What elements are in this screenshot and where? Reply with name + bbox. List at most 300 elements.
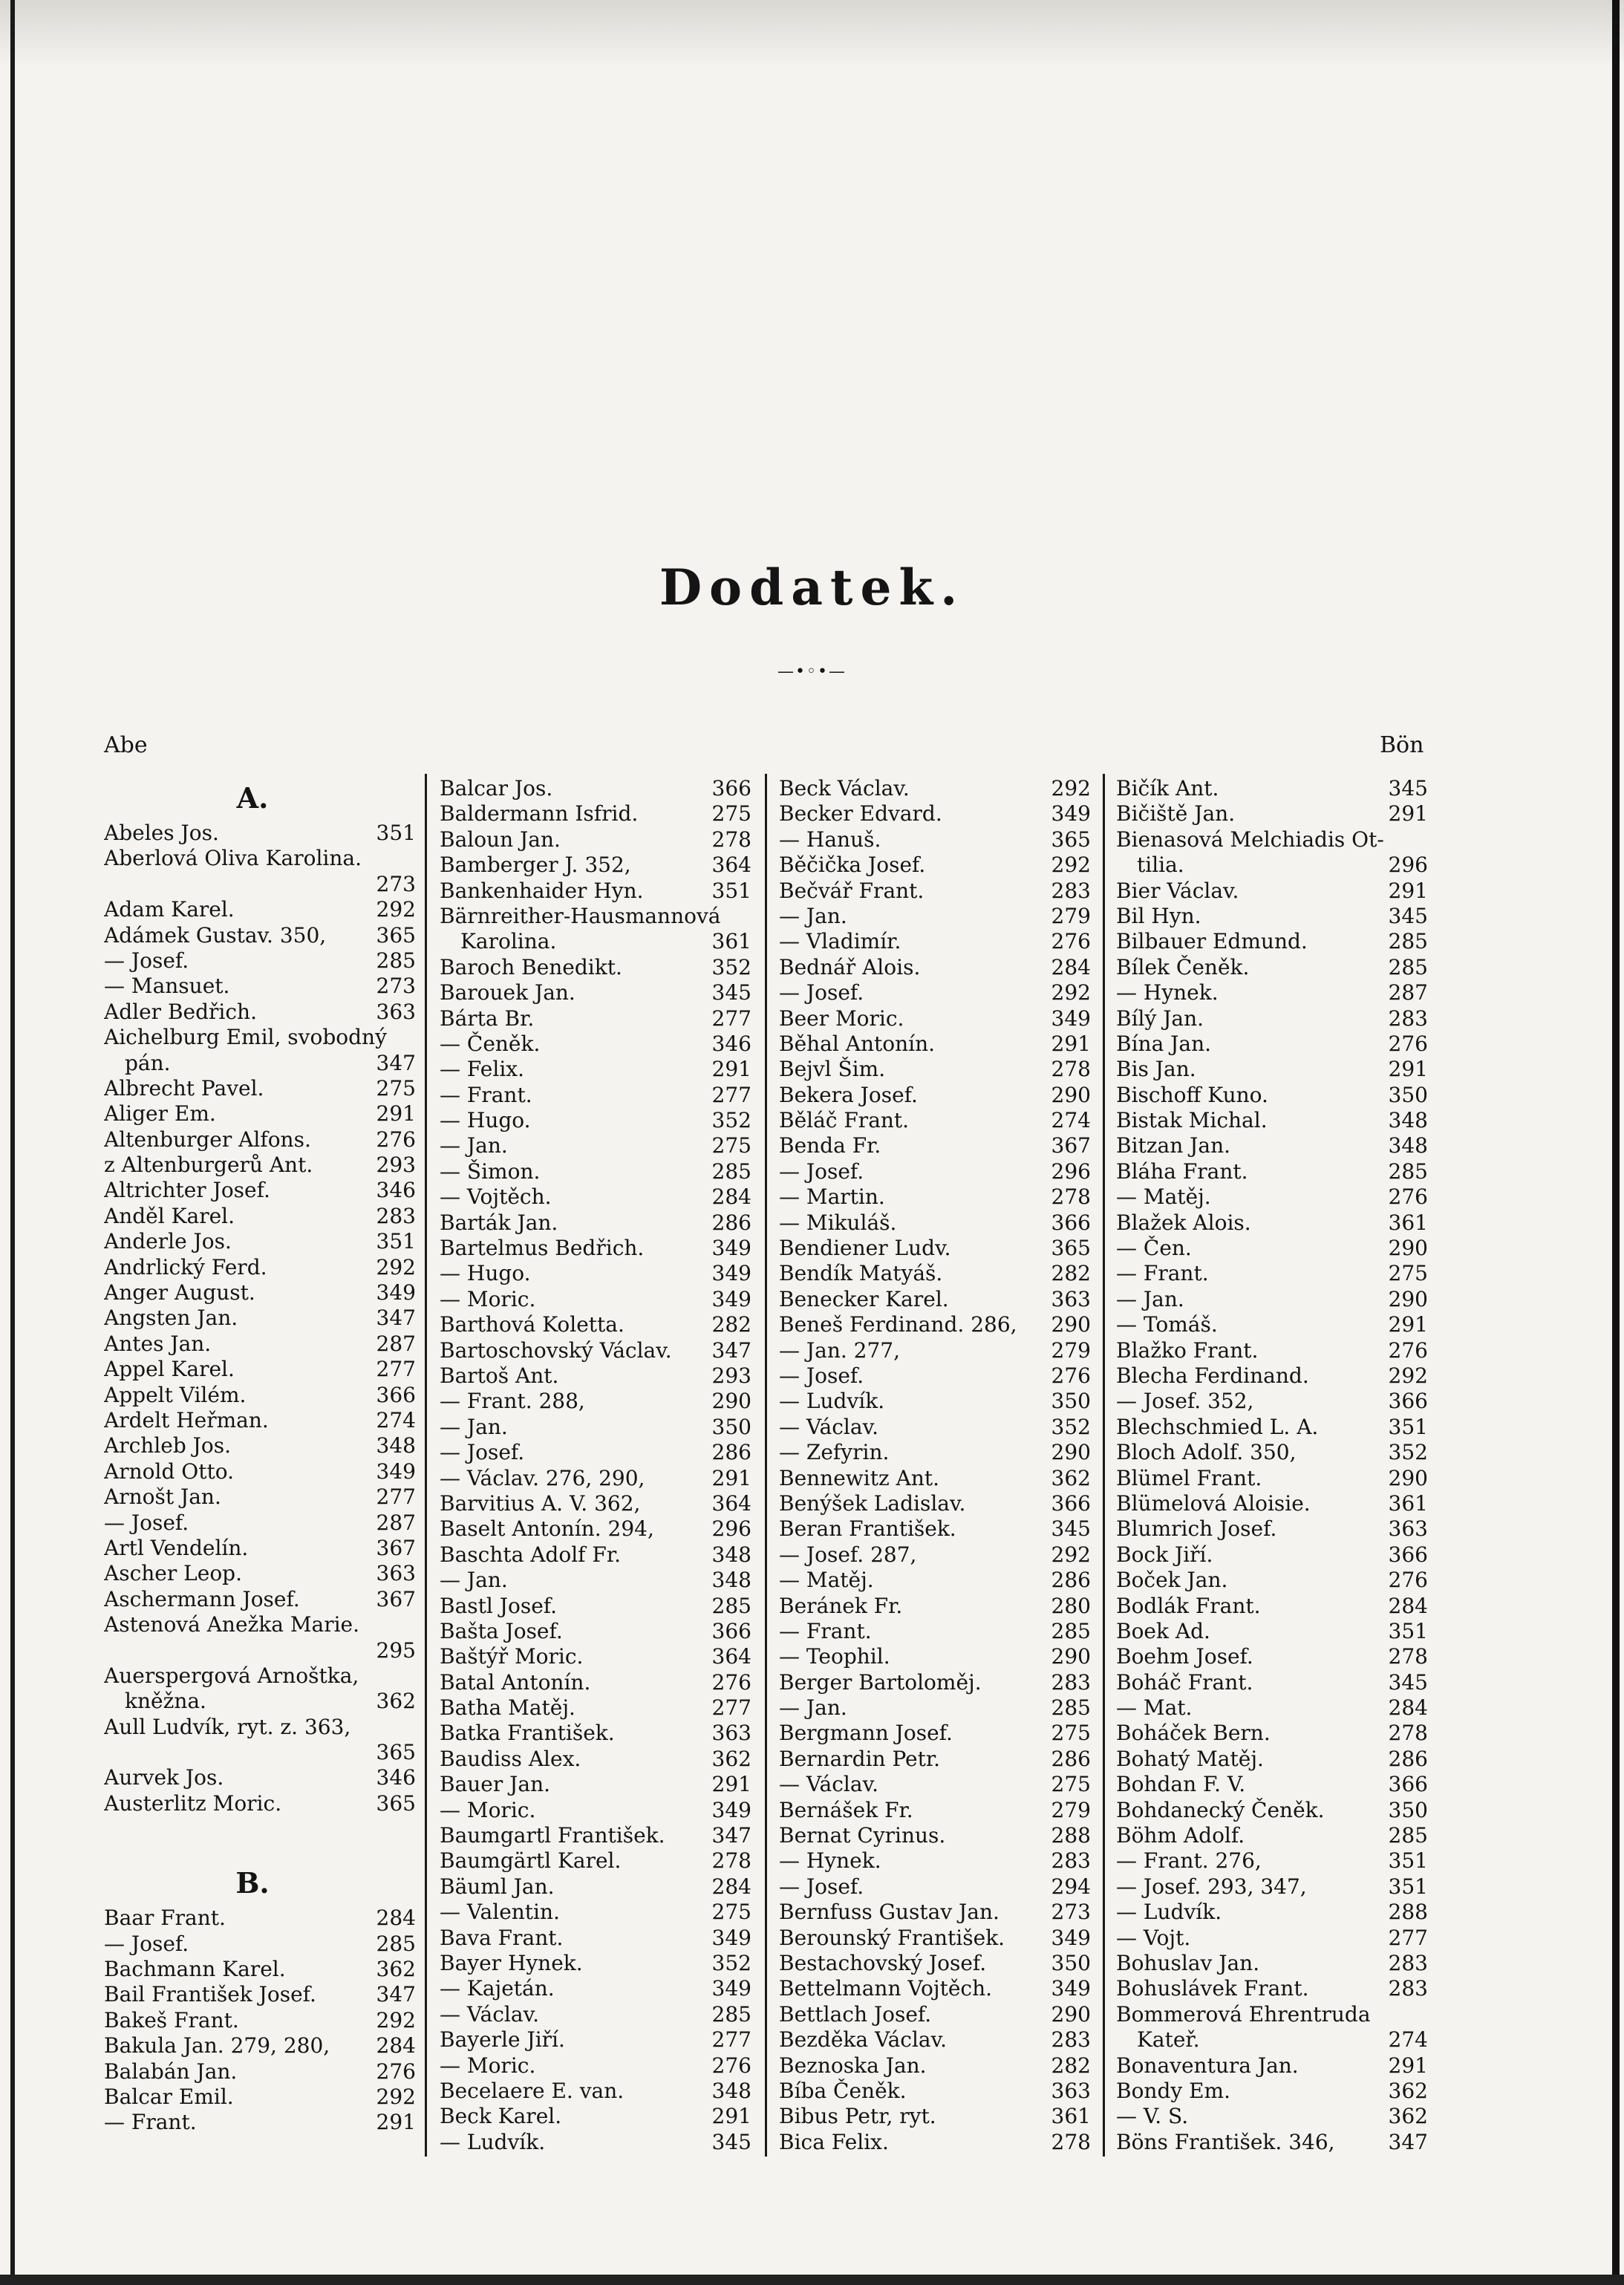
entry-page-number: 291 bbox=[711, 2104, 751, 2129]
index-entry bbox=[104, 1587, 416, 1612]
entry-page-number: 283 bbox=[1051, 878, 1091, 903]
entry-name: — Hugo. bbox=[440, 1261, 531, 1286]
entry-page-number: 291 bbox=[1388, 801, 1428, 827]
entry-name: Bendiener Ludv. bbox=[779, 1236, 951, 1261]
entry-name: — Frant. bbox=[440, 1082, 532, 1107]
entry-page-number: 285 bbox=[1051, 1618, 1091, 1643]
entry-page-number: 286 bbox=[1388, 1746, 1428, 1771]
entry-page-number: 283 bbox=[1388, 1005, 1428, 1031]
index-entry bbox=[1116, 1184, 1428, 1210]
index-entry bbox=[1116, 929, 1428, 954]
index-entry bbox=[104, 2110, 416, 2135]
index-entry bbox=[104, 1025, 416, 1050]
entry-page-number: 351 bbox=[376, 1229, 416, 1254]
index-entry bbox=[440, 1798, 751, 1823]
entry-name: — Moric. bbox=[440, 2053, 536, 2078]
entry-name: — Frant. bbox=[779, 1618, 872, 1643]
index-entry bbox=[104, 1383, 416, 1408]
index-entry bbox=[440, 2002, 751, 2027]
entry-name: — Hugo. bbox=[440, 1108, 531, 1133]
entry-name: Bernat Cyrinus. bbox=[779, 1823, 946, 1848]
index-entry bbox=[104, 1153, 416, 1178]
entry-name: Bendík Matyáš. bbox=[779, 1261, 943, 1286]
entry-page-number: 285 bbox=[711, 1593, 751, 1618]
entry-page-number: 278 bbox=[711, 827, 751, 852]
entry-page-number: 290 bbox=[1051, 1082, 1091, 1107]
index-entry bbox=[440, 1491, 751, 1516]
index-entry bbox=[1116, 776, 1428, 801]
entry-name: Bičík Ant. bbox=[1116, 776, 1219, 801]
entry-page-number: 349 bbox=[711, 1925, 751, 1950]
entry-page-number: 352 bbox=[1051, 1414, 1091, 1439]
entry-name: Bohdan F. V. bbox=[1116, 1772, 1246, 1797]
page-edge-right bbox=[1612, 0, 1620, 2285]
index-entry bbox=[104, 1357, 416, 1382]
entry-name: Albrecht Pavel. bbox=[104, 1075, 264, 1101]
entry-page-number: 284 bbox=[1388, 1593, 1428, 1618]
entry-page-number: 291 bbox=[376, 2110, 416, 2135]
entry-page-number: 296 bbox=[711, 1516, 751, 1542]
entry-name: — Vladimír. bbox=[779, 929, 901, 954]
index-entry bbox=[779, 853, 1091, 878]
index-entry bbox=[779, 1466, 1091, 1491]
entry-name: Becker Edvard. bbox=[779, 801, 942, 827]
index-entry bbox=[440, 1721, 751, 1746]
index-entry bbox=[440, 1772, 751, 1797]
index-entry bbox=[440, 1159, 751, 1184]
index-entry bbox=[440, 2053, 751, 2079]
index-entry bbox=[779, 2079, 1091, 2104]
entry-page-number: 277 bbox=[711, 1082, 751, 1107]
index-entry bbox=[440, 1415, 751, 1440]
entry-name: Bonaventura Jan. bbox=[1116, 2053, 1299, 2078]
index-entry bbox=[104, 1536, 416, 1561]
index-entry bbox=[440, 1312, 751, 1337]
index-entry bbox=[104, 948, 416, 974]
index-entry bbox=[779, 1159, 1091, 1184]
section-letter: A. bbox=[236, 781, 269, 815]
page-edge-left bbox=[10, 0, 15, 2285]
entry-name: Bäuml Jan. bbox=[440, 1874, 555, 1899]
index-entry bbox=[104, 897, 416, 922]
index-entry bbox=[440, 1363, 751, 1389]
entry-page-number: 292 bbox=[1051, 1542, 1091, 1567]
entry-name: Beck Václav. bbox=[779, 776, 910, 801]
entry-page-number: 352 bbox=[711, 1950, 751, 1975]
entry-page-number: 362 bbox=[1388, 2104, 1428, 2129]
index-column-2 bbox=[440, 776, 751, 2157]
entry-page-number: 283 bbox=[1388, 1950, 1428, 1975]
entry-page-number: 276 bbox=[1388, 1184, 1428, 1210]
entry-name: Bejvl Šim. bbox=[779, 1057, 886, 1082]
entry-page-number: 284 bbox=[711, 1874, 751, 1899]
index-entry bbox=[1116, 1926, 1428, 1951]
entry-page-number: 367 bbox=[376, 1535, 416, 1560]
index-entry bbox=[779, 955, 1091, 980]
entry-page-number: 291 bbox=[711, 1465, 751, 1490]
entry-name: — Josef. bbox=[104, 948, 189, 973]
index-entry bbox=[104, 1000, 416, 1025]
entry-page-number: 284 bbox=[376, 2033, 416, 2059]
entry-page-number: 292 bbox=[376, 2084, 416, 2109]
entry-name: Bernfuss Gustav Jan. bbox=[779, 1900, 999, 1925]
entry-name: — Václav. 276, 290, bbox=[440, 1465, 645, 1490]
index-entry bbox=[440, 2079, 751, 2104]
entry-page-number: 283 bbox=[376, 1203, 416, 1228]
entry-name: — Josef. bbox=[779, 1363, 864, 1388]
index-entry bbox=[1116, 1874, 1428, 1900]
entry-page-number: 273 bbox=[376, 871, 416, 896]
entry-name: Bezděka Václav. bbox=[779, 2027, 948, 2053]
index-entry bbox=[440, 1568, 751, 1593]
entry-name: Bláha Frant. bbox=[1116, 1158, 1248, 1184]
index-entry bbox=[440, 1236, 751, 1261]
entry-page-number: 349 bbox=[376, 1458, 416, 1484]
entry-name: Benecker Karel. bbox=[779, 1286, 949, 1311]
entry-name: — V. S. bbox=[1116, 2104, 1189, 2129]
entry-page-number: 349 bbox=[1051, 1925, 1091, 1950]
index-entry bbox=[1116, 980, 1428, 1005]
entry-name: Blümelová Aloisie. bbox=[1116, 1490, 1311, 1516]
entry-page-number: 282 bbox=[1051, 1261, 1091, 1286]
entry-page-number: 351 bbox=[1388, 1618, 1428, 1643]
index-entry bbox=[779, 1338, 1091, 1363]
entry-page-number: 367 bbox=[376, 1586, 416, 1611]
entry-page-number: 291 bbox=[1388, 2053, 1428, 2078]
index-entry bbox=[779, 2002, 1091, 2027]
index-entry bbox=[440, 1516, 751, 1542]
entry-name: Bettelmann Vojtěch. bbox=[779, 1976, 993, 2001]
entry-page-number: 363 bbox=[1051, 1286, 1091, 1311]
index-entry bbox=[779, 879, 1091, 904]
index-entry bbox=[1116, 1031, 1428, 1057]
index-entry bbox=[1116, 1057, 1428, 1082]
index-entry bbox=[1116, 1312, 1428, 1337]
entry-name: Becelaere E. van. bbox=[440, 2078, 625, 2103]
entry-page-number: 350 bbox=[1051, 1950, 1091, 1975]
entry-page-number: 278 bbox=[1388, 1721, 1428, 1746]
index-entry bbox=[1116, 1568, 1428, 1593]
index-entry bbox=[440, 1594, 751, 1619]
entry-page-number: 291 bbox=[711, 1772, 751, 1797]
entry-name: Bodlák Frant. bbox=[1116, 1593, 1261, 1618]
entry-name: Andrlický Ferd. bbox=[104, 1254, 267, 1280]
entry-page-number: 280 bbox=[1051, 1593, 1091, 1618]
index-entry bbox=[779, 2053, 1091, 2079]
entry-page-number: 366 bbox=[711, 1618, 751, 1643]
entry-page-number: 352 bbox=[711, 1108, 751, 1133]
entry-page-number: 366 bbox=[1388, 1389, 1428, 1414]
entry-page-number: 363 bbox=[711, 1721, 751, 1746]
entry-name: Bail František Josef. bbox=[104, 1982, 316, 2007]
entry-page-number: 290 bbox=[1051, 1644, 1091, 1669]
entry-name: Bennewitz Ant. bbox=[779, 1465, 940, 1490]
entry-name: Baumgartl František. bbox=[440, 1823, 665, 1848]
index-entry bbox=[104, 1715, 416, 1740]
entry-name: — Frant. 288, bbox=[440, 1389, 585, 1414]
index-entry bbox=[440, 1823, 751, 1848]
index-entry bbox=[1116, 2104, 1428, 2129]
entry-page-number: 350 bbox=[1388, 1082, 1428, 1107]
index-entry bbox=[440, 1338, 751, 1363]
entry-name: Beznoska Jan. bbox=[779, 2053, 927, 2078]
index-entry bbox=[1116, 1440, 1428, 1465]
index-entry bbox=[440, 827, 751, 853]
entry-page-number: 350 bbox=[1388, 1797, 1428, 1822]
entry-page-number: 366 bbox=[1388, 1772, 1428, 1797]
entry-name: Bohuslav Jan. bbox=[1116, 1950, 1260, 1975]
index-entry bbox=[440, 1747, 751, 1772]
entry-name: Bica Felix. bbox=[779, 2129, 889, 2154]
entry-name: Boháč Frant. bbox=[1116, 1669, 1253, 1695]
index-entry bbox=[104, 1101, 416, 1127]
index-entry bbox=[440, 1210, 751, 1236]
index-entry bbox=[779, 1951, 1091, 1976]
entry-page-number: 364 bbox=[711, 853, 751, 878]
index-entry bbox=[104, 1127, 416, 1153]
entry-page-number: 362 bbox=[376, 1957, 416, 1982]
entry-name: Bommerová Ehrentruda bbox=[1116, 2001, 1371, 2027]
entry-name: Blažko Frant. bbox=[1116, 1337, 1259, 1363]
entry-name: Altrichter Josef. bbox=[104, 1178, 270, 1203]
entry-name: Karolina. bbox=[460, 929, 557, 954]
entry-page-number: 290 bbox=[1051, 2001, 1091, 2027]
index-entry bbox=[104, 1791, 416, 1816]
index-entry bbox=[779, 1619, 1091, 1644]
entry-name: Baroch Benedikt. bbox=[440, 954, 622, 979]
index-entry bbox=[440, 1848, 751, 1874]
entry-name: Bohatý Matěj. bbox=[1116, 1746, 1264, 1771]
entry-page-number: 290 bbox=[1388, 1286, 1428, 1311]
index-entry bbox=[1116, 1108, 1428, 1133]
entry-page-number: 283 bbox=[1051, 1848, 1091, 1874]
entry-name: Altenburger Alfons. bbox=[104, 1127, 311, 1152]
entry-page-number: 276 bbox=[711, 1669, 751, 1695]
index-entry bbox=[440, 801, 751, 827]
entry-page-number: 293 bbox=[376, 1153, 416, 1178]
entry-name: Bauer Jan. bbox=[440, 1772, 551, 1797]
entry-page-number: 282 bbox=[1051, 2053, 1091, 2078]
index-entry bbox=[779, 1516, 1091, 1542]
index-entry bbox=[779, 1848, 1091, 1874]
index-entry bbox=[104, 974, 416, 999]
entry-name: tilia. bbox=[1137, 853, 1184, 878]
entry-name: — Josef. 293, 347, bbox=[1116, 1874, 1307, 1899]
index-entry bbox=[779, 1900, 1091, 1925]
entry-page-number: 277 bbox=[1388, 1925, 1428, 1950]
entry-name: — Moric. bbox=[440, 1286, 536, 1311]
entry-name: Ardelt Heřman. bbox=[104, 1407, 269, 1432]
entry-page-number: 277 bbox=[711, 1005, 751, 1031]
index-entry bbox=[104, 1331, 416, 1357]
entry-page-number: 363 bbox=[376, 1561, 416, 1586]
entry-page-number: 295 bbox=[376, 1637, 416, 1663]
entry-name: Baldermann Isfrid. bbox=[440, 801, 639, 827]
entry-name: pán. bbox=[125, 1050, 171, 1075]
entry-name: Bock Jiří. bbox=[1116, 1542, 1213, 1567]
index-entry bbox=[104, 1484, 416, 1510]
index-entry bbox=[440, 929, 751, 954]
entry-name: Anděl Karel. bbox=[104, 1203, 235, 1228]
entry-name: Aurvek Jos. bbox=[104, 1765, 224, 1790]
entry-name: Bína Jan. bbox=[1116, 1031, 1212, 1056]
index-column-1 bbox=[104, 776, 416, 2157]
index-entry bbox=[1116, 1900, 1428, 1925]
entry-name: Beran František. bbox=[779, 1516, 956, 1542]
entry-page-number: 291 bbox=[1388, 1057, 1428, 1082]
entry-page-number: 291 bbox=[376, 1101, 416, 1127]
entry-page-number: 286 bbox=[711, 1210, 751, 1235]
entry-page-number: 277 bbox=[376, 1484, 416, 1510]
index-entry bbox=[779, 1415, 1091, 1440]
entry-name: Bayerle Jiří. bbox=[440, 2027, 565, 2053]
entry-name: Beck Karel. bbox=[440, 2104, 562, 2129]
entry-name: Berounský František. bbox=[779, 1925, 1005, 1950]
index-entry bbox=[779, 776, 1091, 801]
entry-name: — Moric. bbox=[440, 1797, 536, 1822]
index-entry bbox=[440, 879, 751, 904]
index-entry bbox=[779, 1747, 1091, 1772]
entry-name: — Josef. bbox=[104, 1931, 189, 1956]
index-entry bbox=[104, 1765, 416, 1790]
index-entry bbox=[779, 1363, 1091, 1389]
index-entry bbox=[440, 1542, 751, 1568]
index-entry bbox=[779, 904, 1091, 929]
entry-name: Barták Jan. bbox=[440, 1210, 558, 1235]
section-letter: B. bbox=[235, 1866, 270, 1900]
entry-name: Abeles Jos. bbox=[104, 821, 219, 845]
index-entry bbox=[1116, 1466, 1428, 1491]
entry-name: — Josef. bbox=[104, 1510, 189, 1535]
entry-name: Angsten Jan. bbox=[104, 1306, 238, 1331]
entry-page-number: 352 bbox=[1388, 1440, 1428, 1465]
entry-page-number: 348 bbox=[1388, 1108, 1428, 1133]
entry-name: — Jan. bbox=[779, 1695, 847, 1721]
entry-page-number: 277 bbox=[711, 2027, 751, 2053]
index-entry bbox=[1116, 1542, 1428, 1568]
index-entry bbox=[779, 1287, 1091, 1312]
entry-page-number: 290 bbox=[1388, 1236, 1428, 1261]
entry-page-number: 285 bbox=[1051, 1695, 1091, 1721]
index-entry bbox=[1116, 1389, 1428, 1414]
index-entry bbox=[1116, 1083, 1428, 1108]
index-entry bbox=[440, 980, 751, 1005]
entry-page-number: 349 bbox=[376, 1280, 416, 1306]
index-entry bbox=[440, 1261, 751, 1286]
entry-page-number: 287 bbox=[376, 1510, 416, 1535]
index-entry bbox=[104, 1306, 416, 1331]
index-entry bbox=[1116, 1338, 1428, 1363]
index-entry bbox=[1116, 1848, 1428, 1874]
entry-name: Bílek Čeněk. bbox=[1116, 954, 1250, 979]
index-entry bbox=[104, 1982, 416, 2007]
entry-name: Böns František. 346, bbox=[1116, 2129, 1335, 2154]
entry-page-number: 351 bbox=[1388, 1414, 1428, 1439]
entry-name: Baštýř Moric. bbox=[440, 1644, 584, 1669]
entry-page-number: 349 bbox=[711, 1236, 751, 1261]
entry-name: — Felix. bbox=[440, 1057, 524, 1082]
entry-page-number: 347 bbox=[1388, 2129, 1428, 2154]
index-entry bbox=[440, 1287, 751, 1312]
index-entry bbox=[104, 1051, 416, 1076]
entry-name: Berger Bartoloměj. bbox=[779, 1669, 982, 1695]
index-entry bbox=[779, 1772, 1091, 1797]
entry-page-number: 366 bbox=[711, 776, 751, 801]
entry-name: Beneš Ferdinand. 286, bbox=[779, 1312, 1017, 1337]
entry-page-number: 348 bbox=[1388, 1133, 1428, 1158]
entry-page-number: 351 bbox=[1388, 1874, 1428, 1899]
index-entry bbox=[1116, 1210, 1428, 1236]
index-entry bbox=[779, 2027, 1091, 2053]
entry-name: Bekera Josef. bbox=[779, 1082, 918, 1107]
index-entry bbox=[779, 980, 1091, 1005]
index-entry bbox=[104, 821, 416, 846]
entry-page-number: 348 bbox=[376, 1433, 416, 1458]
entry-name: Barouek Jan. bbox=[440, 980, 575, 1005]
entry-page-number: 362 bbox=[711, 1746, 751, 1771]
entry-page-number: 283 bbox=[1388, 1976, 1428, 2001]
entry-page-number: 287 bbox=[1388, 980, 1428, 1005]
index-entry bbox=[104, 1255, 416, 1280]
column-rule bbox=[765, 774, 767, 2157]
entry-name: Bednář Alois. bbox=[779, 954, 921, 979]
entry-page-number: 276 bbox=[376, 2059, 416, 2084]
entry-name: Bartelmus Bedřich. bbox=[440, 1236, 645, 1261]
index-entry bbox=[1116, 1159, 1428, 1184]
entry-page-number: 361 bbox=[1388, 1490, 1428, 1516]
index-entry bbox=[1116, 1619, 1428, 1644]
index-entry bbox=[779, 1389, 1091, 1414]
entry-name: Benýšek Ladislav. bbox=[779, 1490, 966, 1516]
index-entry bbox=[104, 872, 416, 897]
entry-page-number: 275 bbox=[711, 1900, 751, 1925]
entry-name: Bakula Jan. 279, 280, bbox=[104, 2033, 330, 2059]
running-head-left: Abe bbox=[104, 732, 148, 758]
index-entry bbox=[440, 2027, 751, 2053]
index-entry bbox=[1116, 1006, 1428, 1031]
entry-name: Bečvář Frant. bbox=[779, 878, 924, 903]
entry-name: Bartoschovský Václav. bbox=[440, 1337, 672, 1363]
entry-name: z Altenburgerů Ant. bbox=[104, 1153, 313, 1178]
entry-page-number: 366 bbox=[376, 1382, 416, 1407]
entry-page-number: 349 bbox=[1051, 1005, 1091, 1031]
entry-name: — Hanuš. bbox=[779, 827, 881, 852]
index-column-4 bbox=[1116, 776, 1428, 2157]
entry-name: — Šimon. bbox=[440, 1158, 541, 1184]
entry-name: — Ludvík. bbox=[1116, 1900, 1222, 1925]
entry-name: Bilbauer Edmund. bbox=[1116, 929, 1308, 954]
entry-page-number: 277 bbox=[376, 1357, 416, 1382]
entry-name: — Václav. bbox=[440, 2001, 539, 2027]
entry-name: Běláč Frant. bbox=[779, 1108, 910, 1133]
index-entry bbox=[440, 1976, 751, 2001]
entry-name: Anderle Jos. bbox=[104, 1229, 232, 1254]
entry-name: Blumrich Josef. bbox=[1116, 1516, 1277, 1542]
entry-page-number: 283 bbox=[1051, 1669, 1091, 1695]
index-entry bbox=[1116, 1644, 1428, 1669]
entry-name: Baloun Jan. bbox=[440, 827, 561, 852]
entry-page-number: 273 bbox=[1051, 1900, 1091, 1925]
index-entry bbox=[1116, 1133, 1428, 1158]
entry-name: — Jan. bbox=[1116, 1286, 1184, 1311]
entry-page-number: 276 bbox=[1388, 1337, 1428, 1363]
entry-page-number: 347 bbox=[376, 1306, 416, 1331]
index-entry bbox=[779, 1312, 1091, 1337]
index-entry bbox=[779, 1184, 1091, 1210]
entry-name: Baschta Adolf Fr. bbox=[440, 1542, 622, 1567]
entry-name: Bičiště Jan. bbox=[1116, 801, 1236, 827]
entry-name: Adam Karel. bbox=[104, 897, 235, 922]
